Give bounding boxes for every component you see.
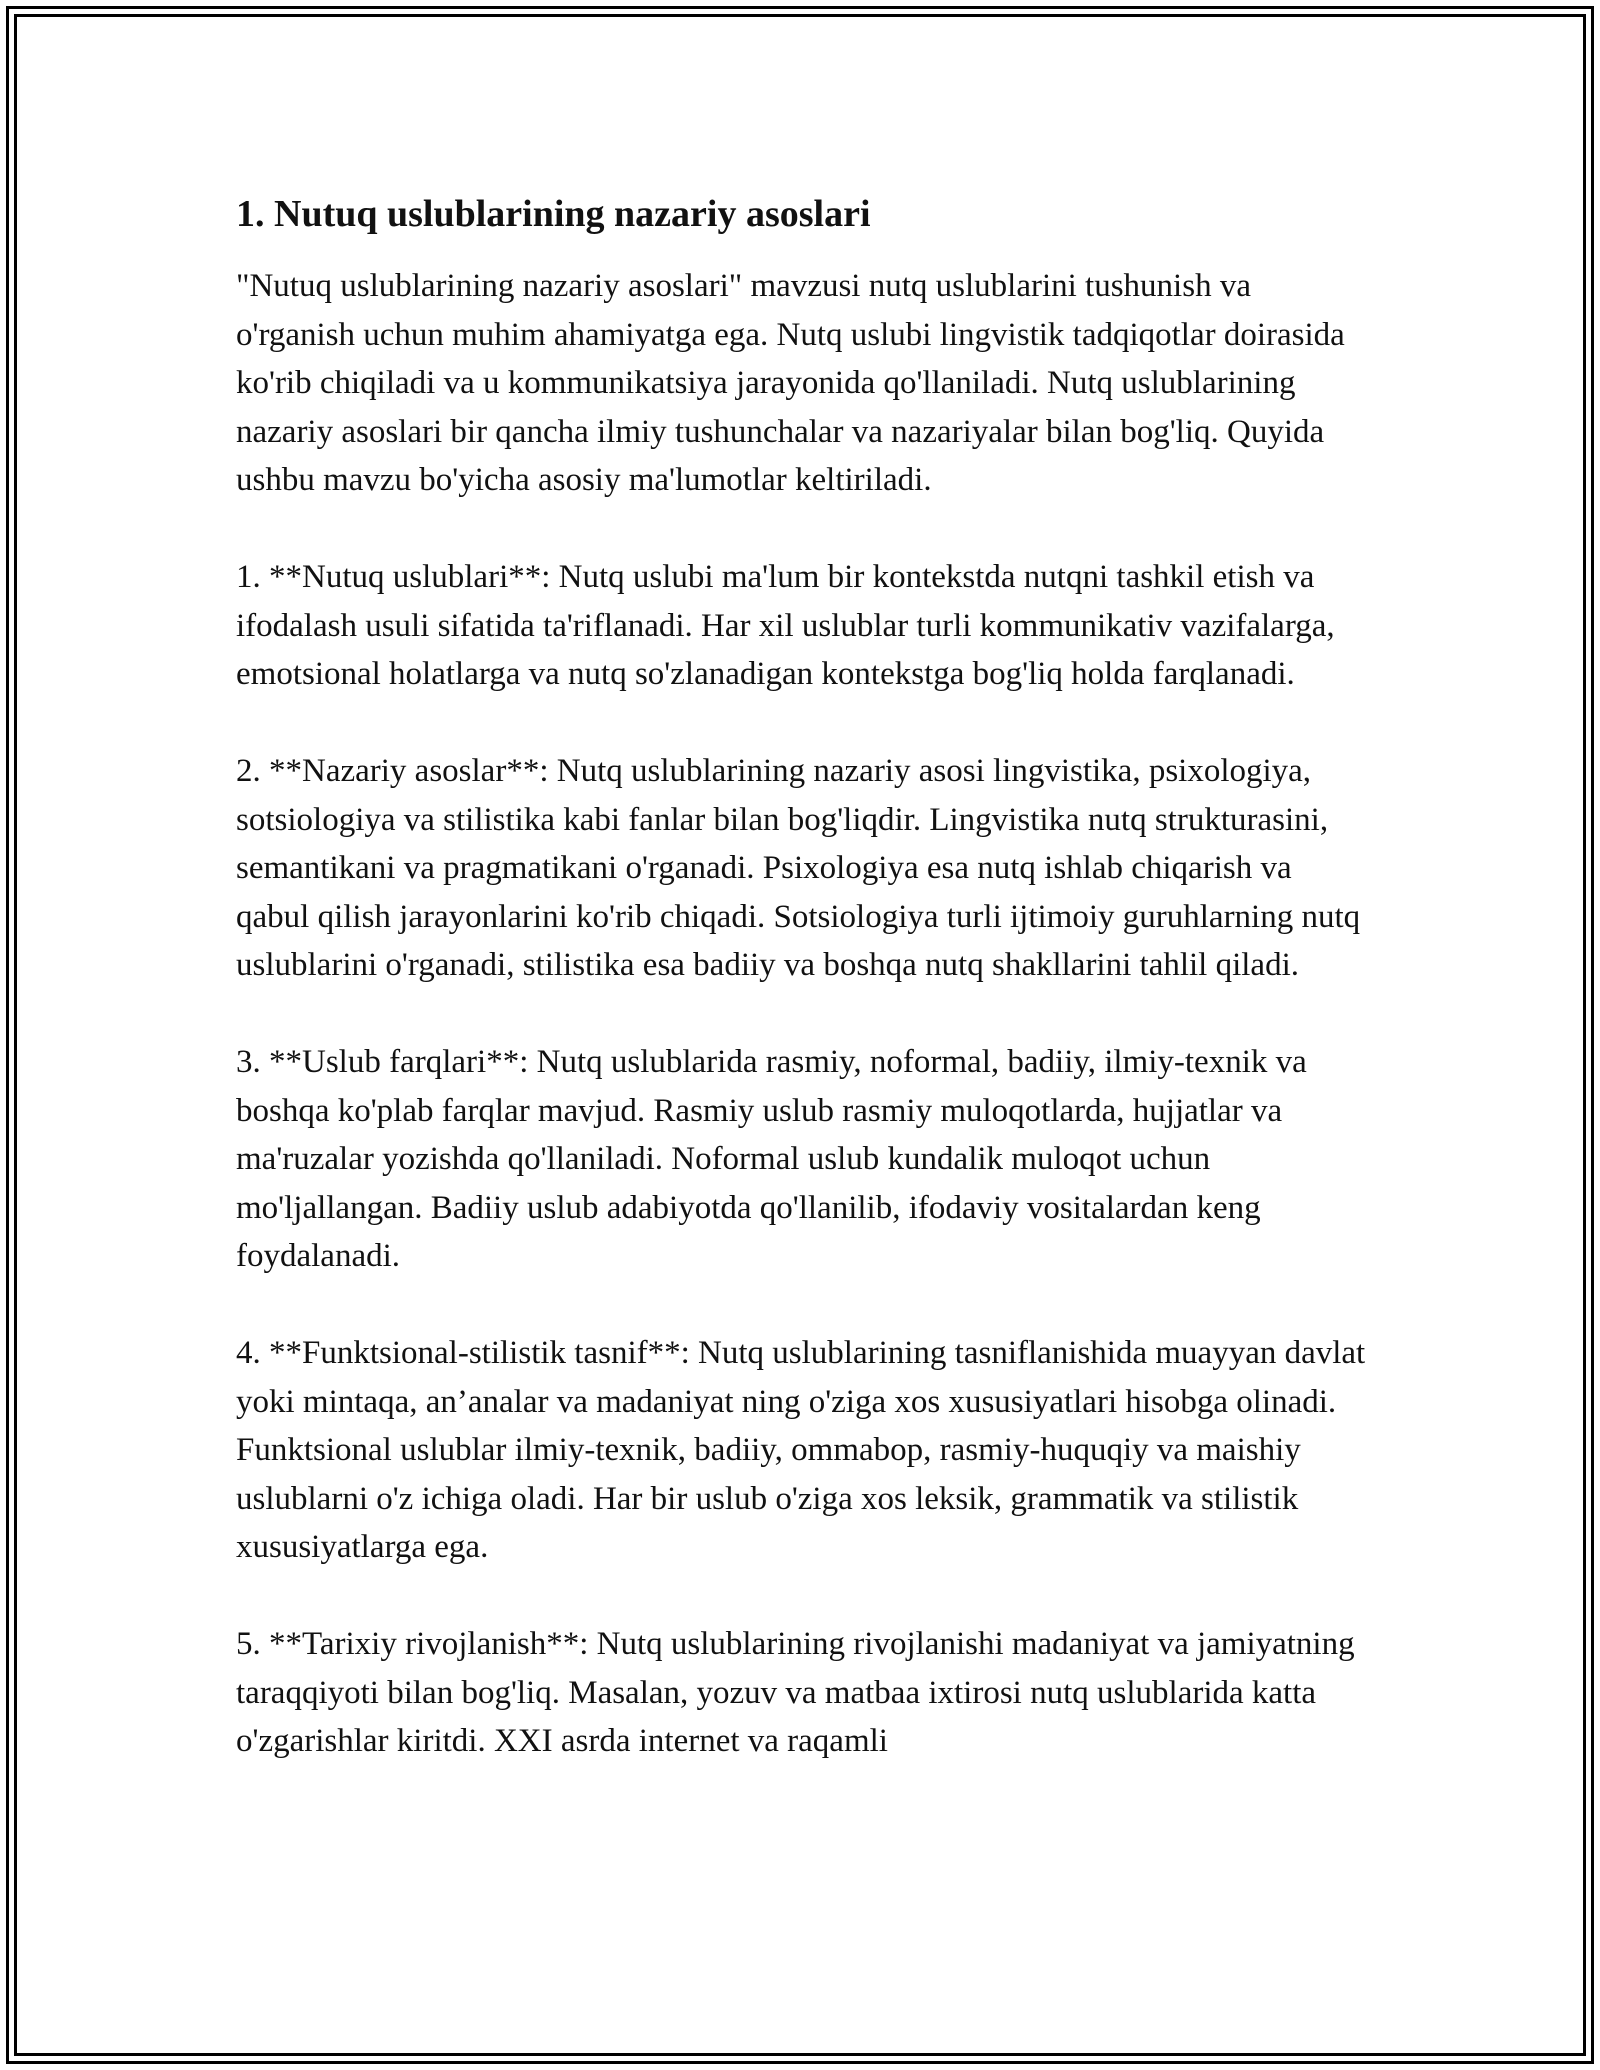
list-item-uslub-farqlari: 3. **Uslub farqlari**: Nutq uslublarida rasmiy, noformal, badiiy, ilmiy-texnik va boshqa ko'plab farqlar mavjud. Rasmiy uslub rasmiy muloqotlarda, hujjatlar va ma'ruzalar yozishda qo'llaniladi. Noformal uslub kundalik muloqot uchun mo'ljallangan. Badiiy uslub adabiyotda qo'llanilib, ifodaviy vositalardan keng foydalanadi. [236,1044,1307,1274]
intro-paragraph: "Nutuq uslublarining nazariy asoslari" mavzusi nutq uslublarini tushunish va o'rganish uchun muhim ahamiyatga ega. Nutq uslubi lingvistik tadqiqotlar doirasida ko'rib chiqiladi va u kommunikatsiya jarayonida qo'llaniladi. Nutq uslublarining nazariy asoslari bir qancha ilmiy tushunchalar va nazariyalar bilan bog'liq. Quyida ushbu mavzu bo'yicha asosiy ma'lumotlar keltiriladi. [236,268,1345,498]
list-item-funktsional-stilistik-tasnif: 4. **Funktsional-stilistik tasnif**: Nutq uslublarining tasniflanishida muayyan davlat yoki mintaqa, an’analar va madaniyat ning o'ziga xos xususiyatlari hisobga olinadi. Funktsional uslublar ilmiy-texnik, badiiy, ommabop, rasmiy-huquqiy va maishiy uslublarni o'z ichiga oladi. Har bir uslub o'ziga xos leksik, grammatik va stilistik xususiyatlarga ega. [236,1335,1366,1565]
list-item-nazariy-asoslar: 2. **Nazariy asoslar**: Nutq uslublarining nazariy asosi lingvistika, psixologiya, sotsiologiya va stilistika kabi fanlar bilan bog'liqdir. Lingvistika nutq strukturasini, semantikani va pragmatikani o'rganadi. Psixologiya esa nutq ishlab chiqarish va qabul qilish jarayonlarini ko'rib chiqadi. Sotsiologiya turli ijtimoiy guruhlarning nutq uslublarini o'rganadi, stilistika esa badiiy va boshqa nutq shakllarini tahlil qiladi. [236,753,1361,983]
section-heading: 1. Nutuq uslublarining nazariy asoslari [236,193,871,235]
document-body [236,190,1370,1766]
list-item-nutq-uslublari: 1. **Nutuq uslublari**: Nutq uslubi ma'lum bir kontekstda nutqni tashkil etish va ifodalash usuli sifatida ta'riflanadi. Har xil uslublar turli kommunikativ vazifalarga, emotsional holatlarga va nutq so'zlanadigan kontekstga bog'liq holda farqlanadi. [236,559,1335,692]
list-item-tarixiy-rivojlanish: 5. **Tarixiy rivojlanish**: Nutq uslublarining rivojlanishi madaniyat va jamiyatning taraqqiyoti bilan bog'liq. Masalan, yozuv va matbaa ixtirosi nutq uslublarida katta o'zgarishlar kiritdi. XXI asrda internet va raqamli [236,1626,1355,1759]
